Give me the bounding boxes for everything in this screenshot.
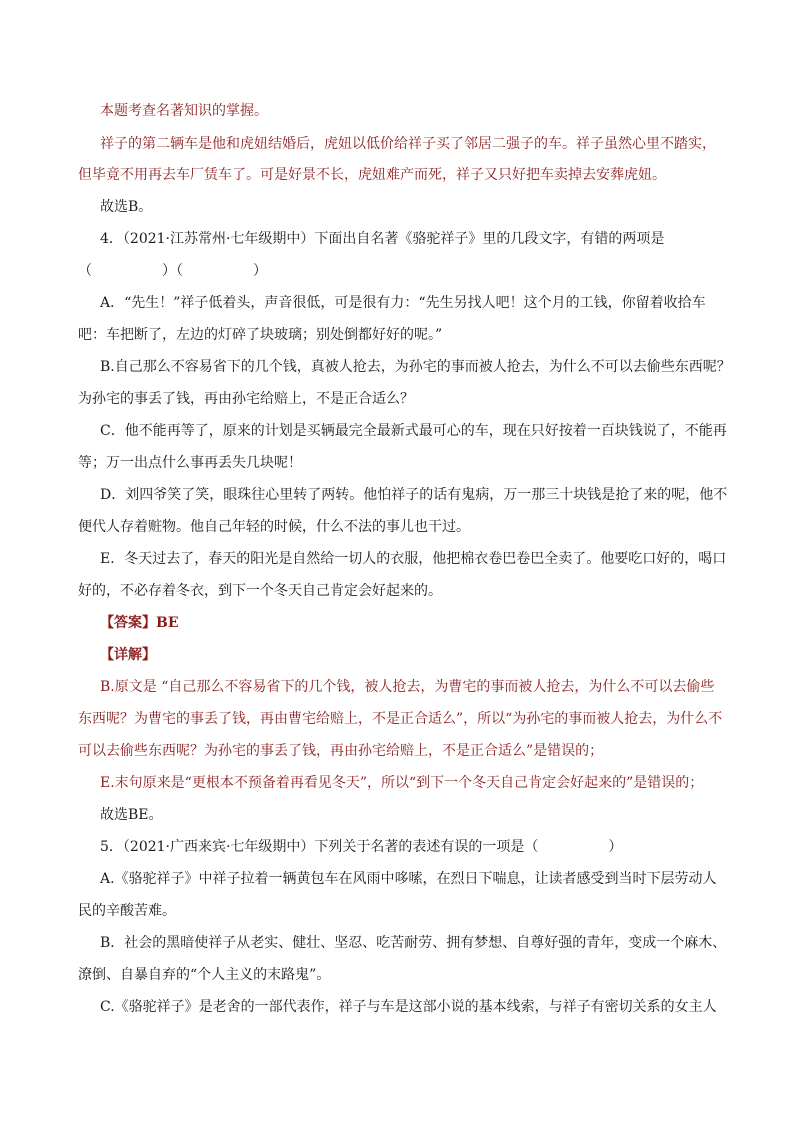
analysis-line-2: 祥子的第二辆车是他和虎妞结婚后，虎妞以低价给祥子买了邻居二强子的车。祥子虽然心里不踏实， [100, 136, 716, 152]
detail-b-line-3: 可以去偷些东西呢？为孙宅的事丢了钱，再由孙宅给赔上，不是正合适么”是错误的； [78, 743, 604, 759]
option-a-line-2: 吧：车把断了，左边的灯碎了块玻璃；别处倒都好好的呢。” [78, 327, 443, 343]
option-e-line-1: E．冬天过去了，春天的阳光是自然给一切人的衣服，他把棉衣卷巴卷巴全卖了。他要吃口好的，喝口 [100, 551, 727, 567]
option-b-line-2: 为孙宅的事丢了钱，再由孙宅给赔上，不是正合适么？ [78, 391, 414, 407]
question-5-stem: 5．（2021·广西来宾·七年级期中）下列关于名著的表述有误的一项是（ ） [100, 839, 623, 855]
analysis-line-1: 本题考查名著知识的掌握。 [100, 103, 268, 119]
option-d-line-1: D．刘四爷笑了笑，眼珠往心里转了两转。他怕祥子的话有鬼病，万一那三十块钱是抢了来的呢，他不 [100, 487, 728, 503]
option-a-line-1: A．“先生！”祥子低着头，声音很低，可是很有力：“先生另找人吧！这个月的工钱，你留着收拾车 [100, 295, 706, 311]
option-e-line-2: 好的，不必存着冬衣，到下一个冬天自己肯定会好起来的。 [78, 583, 442, 599]
q5-option-a-line-2: 民的辛酸苦难。 [78, 903, 176, 919]
option-c-line-2: 等；万一出点什么事再丢失几块呢！ [78, 455, 302, 471]
conclusion-line-2: 故选BE。 [100, 807, 163, 823]
detail-b-line-1: B.原文是 “自己那么不容易省下的几个钱，被人抢去，为曹宅的事而被人抢去，为什么不可以去偷些 [100, 679, 715, 695]
analysis-line-3: 但毕竟不用再去车厂赁车了。可是好景不长，虎妞难产而死，祥子又只好把车卖掉去安葬虎妞。 [78, 167, 666, 183]
option-b-line-1: B.自己那么不容易省下的几个钱，真被人抢去，为孙宅的事而被人抢去，为什么不可以去偷些东西呢？ [100, 359, 731, 375]
q5-option-a-line-1: A.《骆驼祥子》中祥子拉着一辆黄包车在风雨中哆嗦，在烈日下喘息，让读者感受到当时下层劳动人 [100, 871, 717, 887]
option-c-line-1: C．他不能再等了，原来的计划是买辆最完全最新式最可心的车，现在只好按着一百块钱说了，不能再 [100, 423, 727, 439]
detail-b-line-2: 东西呢？为曹宅的事丢了钱，再由曹宅给赔上，不是正合适么”，所以“为孙宅的事而被人抢去，为什么不 [78, 711, 723, 727]
answer-label: 【答案】BE [100, 615, 179, 631]
conclusion-line: 故选B。 [100, 199, 153, 215]
detail-e-line: E.末句原来是“更根本不预备着再看见冬天”，所以“到下一个冬天自己肯定会好起来的”是错误的； [100, 775, 704, 791]
question-4-blanks: （ ）（ ） [78, 263, 267, 279]
option-d-line-2: 便代人存着赃物。他自己年轻的时候，什么不法的事儿也干过。 [78, 519, 470, 535]
q5-option-c-line-1: C.《骆驼祥子》是老舍的一部代表作，祥子与车是这部小说的基本线索，与祥子有密切关系的女主人 [100, 999, 717, 1015]
detail-label: 【详解】 [100, 647, 156, 663]
q5-option-b-line-1: B．社会的黑暗使祥子从老实、健壮、坚忍、吃苦耐劳、拥有梦想、自尊好强的青年，变成一个麻木、 [100, 935, 727, 951]
q5-option-b-line-2: 潦倒、自暴自弃的“个人主义的末路鬼”。 [78, 967, 331, 983]
question-4-stem: 4．（2021·江苏常州·七年级期中）下面出自名著《骆驼祥子》里的几段文字，有错的两项是 [100, 231, 665, 247]
